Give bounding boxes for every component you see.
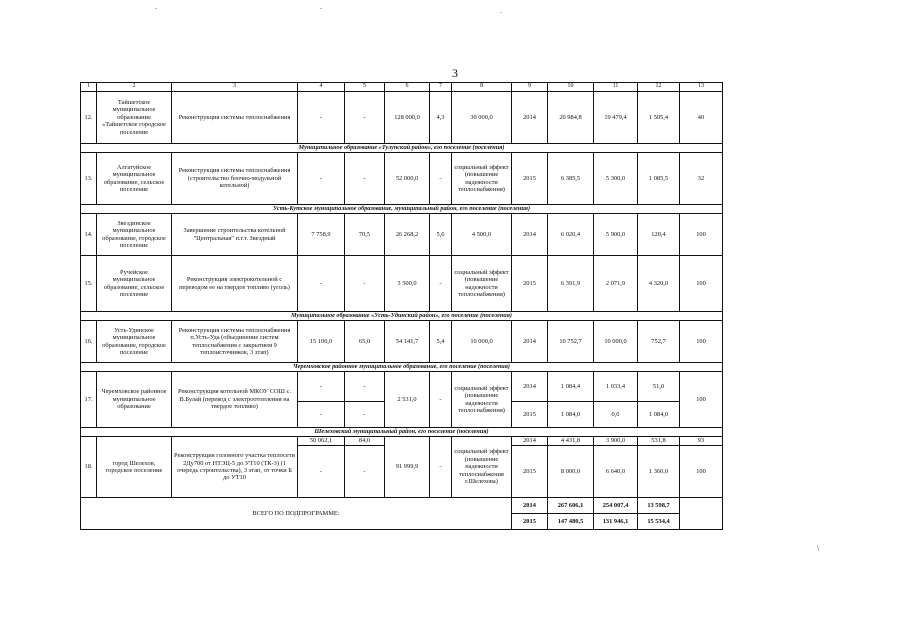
cell: - <box>298 372 345 402</box>
cell: 2014 <box>512 92 548 144</box>
page-number: 3 <box>452 66 458 80</box>
cell: 26 268,2 <box>385 214 430 256</box>
project-description: Реконструкция системы теплоснабжения (строительство блочно-модульной котельной) <box>172 153 298 205</box>
cell: 91 999,9 <box>385 437 430 498</box>
table-row <box>81 256 723 312</box>
table-row <box>81 214 723 256</box>
cell: - <box>345 153 385 205</box>
section-row <box>81 363 723 372</box>
cell: 54 141,7 <box>385 321 430 363</box>
cell: социальный эффект (повышение надежности теплоснабжения) <box>452 372 512 428</box>
cell: 2014 <box>512 321 548 363</box>
cell: - <box>430 437 452 498</box>
cell: 120,4 <box>638 214 680 256</box>
row-number: 17. <box>81 372 97 428</box>
cell: 4 431,8 <box>548 437 594 446</box>
scan-dot <box>500 12 502 13</box>
cell: социальный эффект (повышение надежности теплоснабжения г.Шелехова) <box>452 437 512 498</box>
cell: 1 085,5 <box>638 153 680 205</box>
cell: 100 <box>680 214 723 256</box>
cell: 15 534,4 <box>638 514 680 530</box>
section-row <box>81 312 723 321</box>
cell: - <box>430 372 452 428</box>
project-description: Реконструкция системы теплоснабжения <box>172 92 298 144</box>
project-description: Реконструкция системы теплоснабжения п.Усть-Уда (объединение систем теплоснабжения с закрытием 9 теплоисточников, 3 этап) <box>172 321 298 363</box>
cell: 131 946,1 <box>594 514 638 530</box>
cell: 2015 <box>512 514 548 530</box>
table-row <box>81 372 723 402</box>
section-row <box>81 144 723 153</box>
cell: 267 606,1 <box>548 498 594 514</box>
col-header: 7 <box>430 83 452 92</box>
section-heading: Усть-Кутское муниципальное образование, муниципальный район, его поселение (поселения) <box>81 205 723 214</box>
section-heading: Муниципальное образование «Тулунский район», его поселение (поселения) <box>81 144 723 153</box>
section-heading: Муниципальное образование «Усть-Удинский район», его поселение (поселения) <box>81 312 723 321</box>
cell: 531,8 <box>638 437 680 446</box>
cell: 1 033,4 <box>594 372 638 402</box>
cell: 100 <box>680 256 723 312</box>
municipality-name: Ручейское муниципальное образование, сельское поселение <box>97 256 172 312</box>
col-header: 11 <box>594 83 638 92</box>
cell <box>680 498 723 530</box>
cell: - <box>430 153 452 205</box>
col-header: 8 <box>452 83 512 92</box>
cell: 7 758,9 <box>298 214 345 256</box>
cell: - <box>430 256 452 312</box>
municipality-name: Черемховское районное муниципальное образование <box>97 372 172 428</box>
col-header: 9 <box>512 83 548 92</box>
cell: - <box>345 256 385 312</box>
cell: - <box>345 372 385 402</box>
col-header: 5 <box>345 83 385 92</box>
cell: 254 007,4 <box>594 498 638 514</box>
col-header: 6 <box>385 83 430 92</box>
scan-dot <box>155 8 157 9</box>
col-header: 10 <box>548 83 594 92</box>
project-description: Реконструкция электрокотельной с переводом ее на твердое топливо (уголь) <box>172 256 298 312</box>
cell: 1 505,4 <box>638 92 680 144</box>
cell: - <box>298 402 345 428</box>
scan-dot <box>320 8 322 9</box>
project-description: Реконструкция котельной МКОУ СОШ с. В.Булай (перевод с электроотопления на твердое топливо) <box>172 372 298 428</box>
cell: 752,7 <box>638 321 680 363</box>
cell: 6 391,9 <box>548 256 594 312</box>
cell: 5 300,0 <box>594 153 638 205</box>
cell: 2014 <box>512 214 548 256</box>
cell: 2 071,9 <box>594 256 638 312</box>
municipality-name: Усть-Удинское муниципальное образование, городское поселение <box>97 321 172 363</box>
cell: - <box>298 446 345 498</box>
cell: 6 640,0 <box>594 446 638 498</box>
table-row <box>81 437 723 446</box>
col-header: 1 <box>81 83 97 92</box>
cell: - <box>345 446 385 498</box>
scan-mark: \ <box>817 544 820 553</box>
cell: 2014 <box>512 372 548 402</box>
cell: 93 <box>680 437 723 446</box>
municipality-name: Звездинское муниципальное образование, городское поселение <box>97 214 172 256</box>
cell: 128 000,0 <box>385 92 430 144</box>
cell: 1 084,0 <box>638 402 680 428</box>
cell: 6 020,4 <box>548 214 594 256</box>
cell: 32 <box>680 153 723 205</box>
col-header: 2 <box>97 83 172 92</box>
subprogram-table <box>80 82 723 530</box>
cell: 19 479,4 <box>594 92 638 144</box>
cell: 10 752,7 <box>548 321 594 363</box>
cell: - <box>298 153 345 205</box>
cell: 3 900,0 <box>594 437 638 446</box>
cell: 40 <box>680 92 723 144</box>
cell: 1 084,4 <box>548 372 594 402</box>
column-number-row <box>81 83 723 92</box>
cell: 2015 <box>512 153 548 205</box>
cell: 2015 <box>512 256 548 312</box>
cell: - <box>345 402 385 428</box>
municipality-name: город Шелехов, городское поселение <box>97 437 172 498</box>
cell: - <box>298 256 345 312</box>
row-number: 14. <box>81 214 97 256</box>
cell: 6 385,5 <box>548 153 594 205</box>
section-row <box>81 205 723 214</box>
cell: 5 900,0 <box>594 214 638 256</box>
cell: 5,4 <box>430 321 452 363</box>
total-label: ВСЕГО ПО ПОДПРОГРАММЕ: <box>81 498 512 530</box>
cell: 4 500,0 <box>452 214 512 256</box>
cell: 84,0 <box>345 437 385 446</box>
project-description: Реконструкция головного участка теплосети 2Ду700 от НТЭЦ-5 до УТ10 (ТК-3) (1 очередь строительства), 3 этап, от точки Б до УТ10 <box>172 437 298 498</box>
cell: 2014 <box>512 498 548 514</box>
cell: 1 084,0 <box>548 402 594 428</box>
cell: - <box>345 92 385 144</box>
col-header: 12 <box>638 83 680 92</box>
cell: 10 000,0 <box>452 321 512 363</box>
section-row <box>81 428 723 437</box>
cell: 100 <box>680 372 723 428</box>
cell: 70,5 <box>345 214 385 256</box>
cell: 2015 <box>512 446 548 498</box>
project-description: Завершение строительства котельной "Центральная" п.г.т. Звездный <box>172 214 298 256</box>
cell: 147 480,5 <box>548 514 594 530</box>
cell: социальный эффект (повышение надежности теплоснабжения) <box>452 256 512 312</box>
cell: 20 984,8 <box>548 92 594 144</box>
cell: 15 100,0 <box>298 321 345 363</box>
cell: 2014 <box>512 437 548 446</box>
municipality-name: Тайшетское муниципальное образование «Тайшетское городское поселение <box>97 92 172 144</box>
cell: 8 000,0 <box>548 446 594 498</box>
section-heading: Черемховское районное муниципальное образование, его поселение (поселения) <box>81 363 723 372</box>
row-number: 12. <box>81 92 97 144</box>
row-number: 18. <box>81 437 97 498</box>
cell: 5,6 <box>430 214 452 256</box>
cell: 13 598,7 <box>638 498 680 514</box>
cell: 2 531,0 <box>385 372 430 428</box>
cell: 100 <box>680 321 723 363</box>
cell: 10 000,0 <box>594 321 638 363</box>
cell: 51,0 <box>638 372 680 402</box>
cell: 3 500,0 <box>385 256 430 312</box>
col-header: 3 <box>172 83 298 92</box>
cell: 100 <box>680 446 723 498</box>
col-header: 13 <box>680 83 723 92</box>
section-heading: Шелеховский муниципальный район, его поселение (поселения) <box>81 428 723 437</box>
row-number: 16. <box>81 321 97 363</box>
cell: социальный эффект (повышение надежности теплоснабжения) <box>452 153 512 205</box>
cell: 4 320,0 <box>638 256 680 312</box>
cell: 1 360,0 <box>638 446 680 498</box>
municipality-name: Алгатуйское муниципальное образование, сельское поселение <box>97 153 172 205</box>
cell: 2015 <box>512 402 548 428</box>
cell: 30 000,0 <box>452 92 512 144</box>
cell: 0,0 <box>594 402 638 428</box>
row-number: 13. <box>81 153 97 205</box>
cell: 65,0 <box>345 321 385 363</box>
table-row <box>81 321 723 363</box>
cell: 4,3 <box>430 92 452 144</box>
table-row <box>81 92 723 144</box>
total-row <box>81 498 723 514</box>
cell: 50 062,1 <box>298 437 345 446</box>
table-row <box>81 153 723 205</box>
col-header: 4 <box>298 83 345 92</box>
row-number: 15. <box>81 256 97 312</box>
cell: 52 000,0 <box>385 153 430 205</box>
cell: - <box>298 92 345 144</box>
